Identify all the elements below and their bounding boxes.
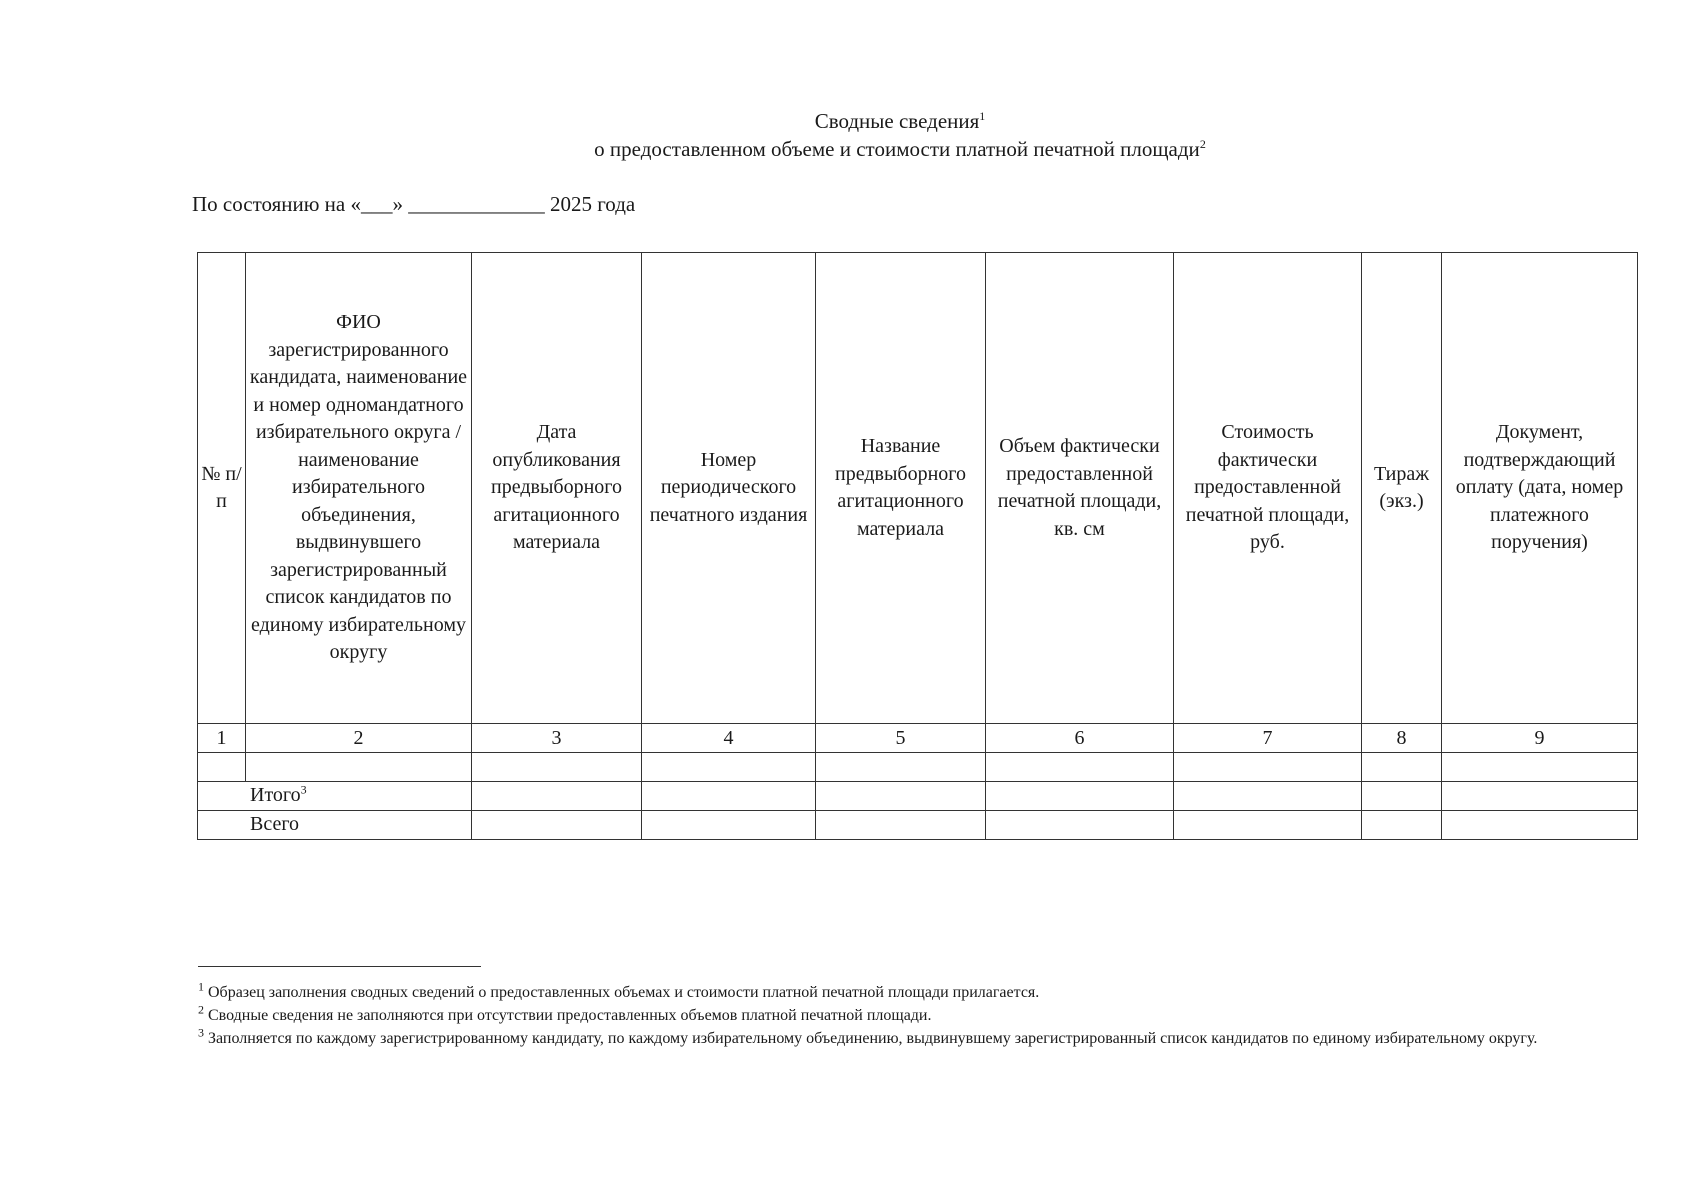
column-number: 6: [986, 724, 1174, 753]
column-header-candidate: ФИО зарегистрированного кандидата, наименование и номер одномандатного избирательного округа / наименование избирательного объединения, выдвинувшего зарегистрированный список кандидатов по единому избирательному округу: [246, 253, 472, 724]
footnote-text: Образец заполнения сводных сведений о предоставленных объемах и стоимости платной печатной площади прилагается.: [208, 984, 1040, 1001]
table-cell: [986, 811, 1174, 840]
column-number: 3: [472, 724, 642, 753]
table-cell: [1174, 811, 1362, 840]
table-cell: [1362, 753, 1442, 782]
table-cell: [642, 753, 816, 782]
table-cell: [986, 753, 1174, 782]
table-cell: [198, 753, 246, 782]
footnote-mark: 2: [198, 1002, 204, 1017]
table-cell: [1442, 811, 1638, 840]
column-header-area-cost: Стоимость фактически предоставленной печатной площади, руб.: [1174, 253, 1362, 724]
footnote-ref-2: 2: [1199, 137, 1206, 151]
column-number: 7: [1174, 724, 1362, 753]
table-cell: [816, 753, 986, 782]
table-cell: [1174, 782, 1362, 811]
table-cell: [816, 811, 986, 840]
as-of-date-line: По состоянию на «___» _____________ 2025 года: [192, 192, 636, 216]
table-cell: [1362, 811, 1442, 840]
total-row: [198, 811, 1638, 840]
subtotal-label-text: Итого: [250, 784, 301, 807]
table-cell: [986, 782, 1174, 811]
column-header-area-volume: Объем фактически предоставленной печатной площади, кв. см: [986, 253, 1174, 724]
column-header-material-name: Название предвыборного агитационного материала: [816, 253, 986, 724]
footnote-3: [198, 1025, 1608, 1049]
table-row: [198, 753, 1638, 782]
column-header-payment-document: Документ, подтверждающий оплату (дата, номер платежного поручения): [1442, 253, 1638, 724]
table-cell: [472, 811, 642, 840]
title-line-2: о предоставленном объеме и стоимости платной печатной площади: [594, 137, 1200, 161]
table-cell: [1442, 782, 1638, 811]
column-number: 9: [1442, 724, 1638, 753]
column-number: 4: [642, 724, 816, 753]
footnote-2: [198, 1002, 1608, 1026]
table-cell: [642, 782, 816, 811]
column-header-publish-date: Дата опубликования предвыборного агитационного материала: [472, 253, 642, 724]
table-cell: [472, 782, 642, 811]
column-header-periodical-number: Номер периодического печатного издания: [642, 253, 816, 724]
subtotal-row: [198, 782, 1638, 811]
footnote-1: [198, 979, 1608, 1003]
title-line-1: Сводные сведения: [814, 109, 980, 133]
total-label: Всего: [198, 811, 472, 840]
footnote-ref-1: 1: [979, 109, 986, 123]
table-cell: [1174, 753, 1362, 782]
document-title: [0, 108, 1683, 135]
table-cell: [246, 753, 472, 782]
column-number: 5: [816, 724, 986, 753]
footnote-separator: [198, 966, 481, 967]
column-number: 2: [246, 724, 472, 753]
footnote-mark: 1: [198, 979, 204, 994]
footnote-text: Сводные сведения не заполняются при отсутствии предоставленных объемов платной печатной площади.: [208, 1007, 932, 1024]
table-cell: [1362, 782, 1442, 811]
summary-table: [197, 252, 1638, 840]
table-cell: [1442, 753, 1638, 782]
footnote-ref-3: 3: [300, 782, 307, 797]
column-number-row: [198, 724, 1638, 753]
column-number: 8: [1362, 724, 1442, 753]
column-header-circulation: Тираж (экз.): [1362, 253, 1442, 724]
document-subtitle: [0, 136, 1683, 163]
table-cell: [816, 782, 986, 811]
table-cell: [472, 753, 642, 782]
table-cell: [642, 811, 816, 840]
column-number: 1: [198, 724, 246, 753]
footnote-mark: 3: [198, 1025, 204, 1040]
column-header-number: № п/п: [198, 253, 246, 724]
subtotal-label: [198, 782, 472, 811]
footnote-text: Заполняется по каждому зарегистрированному кандидату, по каждому избирательному объединению, выдвинувшему зарегистрированный список кандидатов по единому избирательному округу.: [208, 1030, 1538, 1047]
table-header-row: [198, 253, 1638, 724]
